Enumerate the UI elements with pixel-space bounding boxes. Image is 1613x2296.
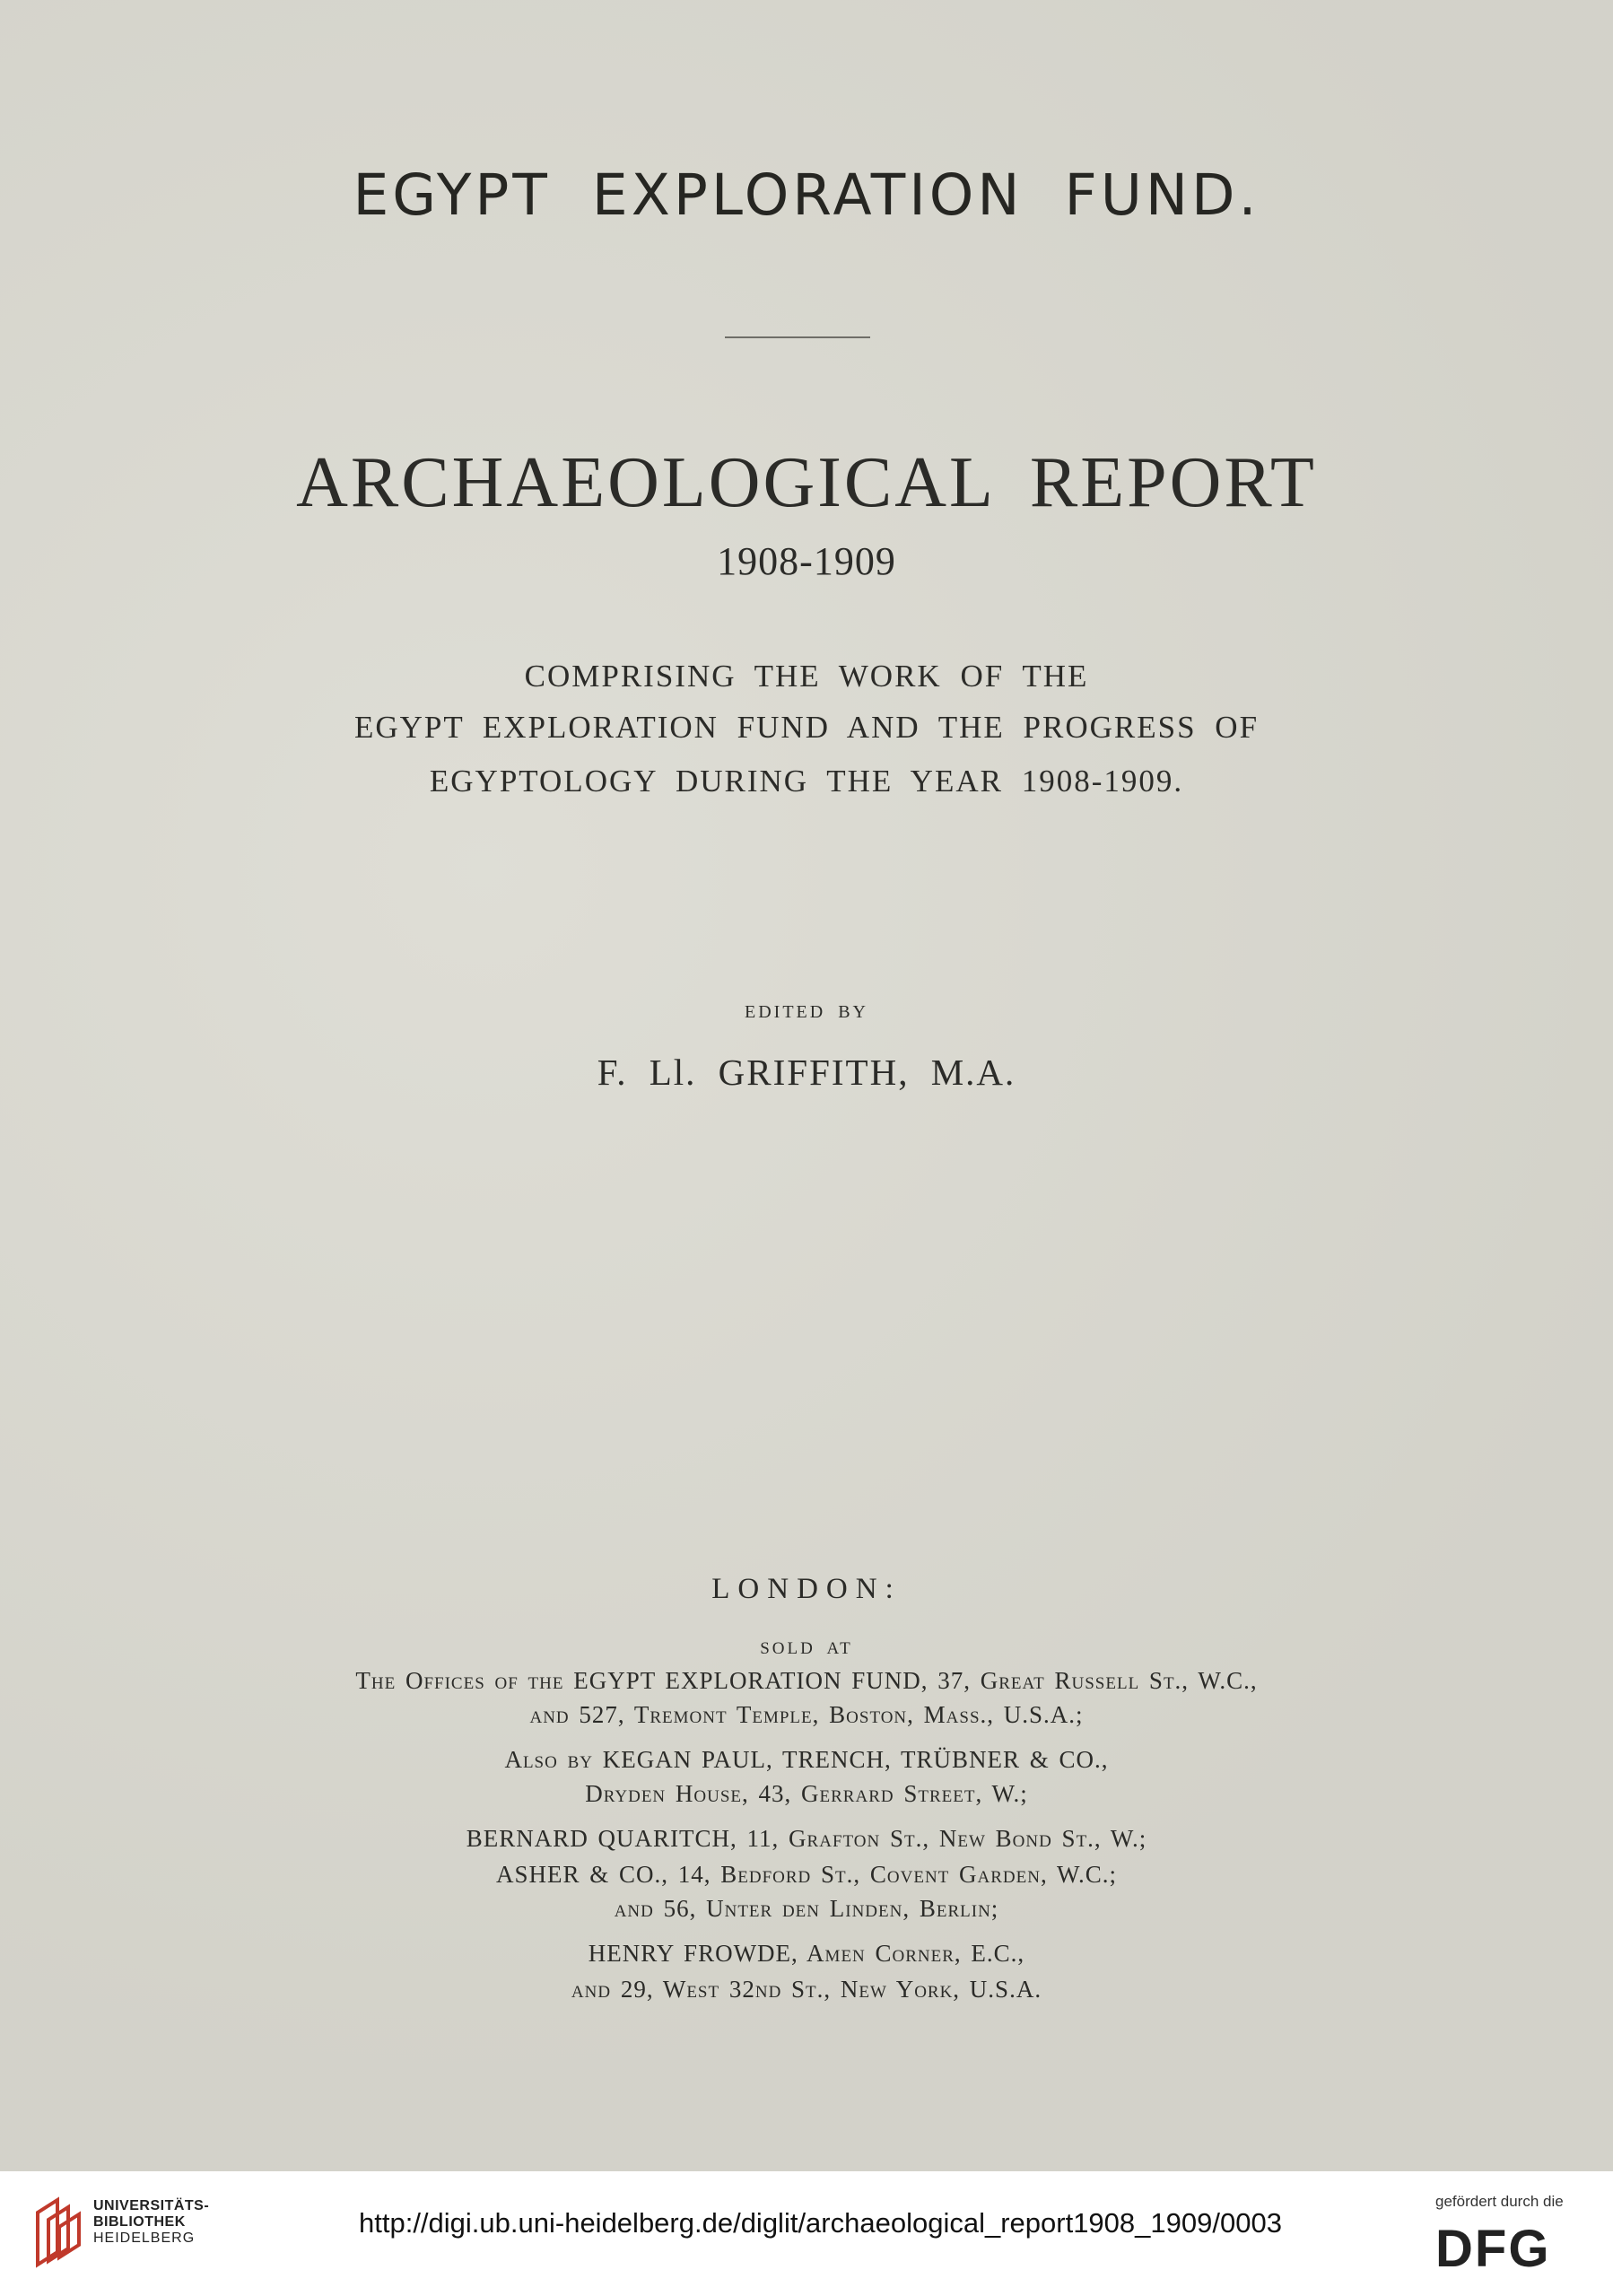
publisher-line: and 527, Tremont Temple, Boston, Mass., U.S.A.;: [529, 1701, 1084, 1728]
sold-at-label: SOLD AT: [760, 1639, 853, 1658]
subtitle-line: COMPRISING THE WORK OF THE: [524, 659, 1089, 694]
library-name-line: HEIDELBERG: [93, 2231, 196, 2246]
library-logo-icon: [32, 2193, 84, 2268]
subtitle-line: EGYPT EXPLORATION FUND AND THE PROGRESS OF: [353, 710, 1260, 745]
funder-label: gefördert durch die: [1435, 2193, 1564, 2210]
library-name: [93, 2198, 209, 2247]
library-name-line: UNIVERSITÄTS-: [93, 2198, 210, 2213]
viewer-footer: [0, 2171, 1613, 2296]
publisher-line: HENRY FROWDE, Amen Corner, E.C.,: [588, 1940, 1025, 1967]
subtitle-line: EGYPTOLOGY DURING THE YEAR 1908-1909.: [429, 764, 1184, 799]
fund-heading: EGYPT EXPLORATION FUND.: [353, 162, 1260, 228]
publisher-line: BERNARD QUARITCH, 11, Grafton St., New Bond St., W.;: [466, 1825, 1147, 1852]
publisher-line: and 29, West 32nd St., New York, U.S.A.: [571, 1976, 1042, 2003]
library-name-line: BIBLIOTHEK: [93, 2214, 186, 2230]
permalink-link[interactable]: http://digi.ub.uni-heidelberg.de/diglit/archaeological_report1908_1909/0003: [359, 2207, 1282, 2239]
title-rule: [725, 336, 870, 338]
editor-name: F. Ll. GRIFFITH, M.A.: [597, 1052, 1016, 1093]
report-title: ARCHAEOLOGICAL REPORT: [296, 443, 1317, 522]
publisher-line: and 56, Unter den Linden, Berlin;: [614, 1895, 999, 1922]
publisher-line: ASHER & CO., 14, Bedford St., Covent Garden, W.C.;: [495, 1861, 1118, 1888]
edited-by-label: EDITED BY: [745, 1002, 868, 1022]
dfg-logo: DFG: [1435, 2220, 1551, 2278]
publisher-line: The Offices of the EGYPT EXPLORATION FUND, 37, Great Russell St., W.C.,: [355, 1667, 1258, 1694]
publisher-line: Dryden House, 43, Gerrard Street, W.;: [585, 1780, 1028, 1807]
publication-place: LONDON:: [711, 1573, 902, 1605]
publisher-line: Also by KEGAN PAUL, TRENCH, TRÜBNER & CO.,: [504, 1746, 1109, 1773]
report-years: 1908-1909: [717, 539, 896, 583]
